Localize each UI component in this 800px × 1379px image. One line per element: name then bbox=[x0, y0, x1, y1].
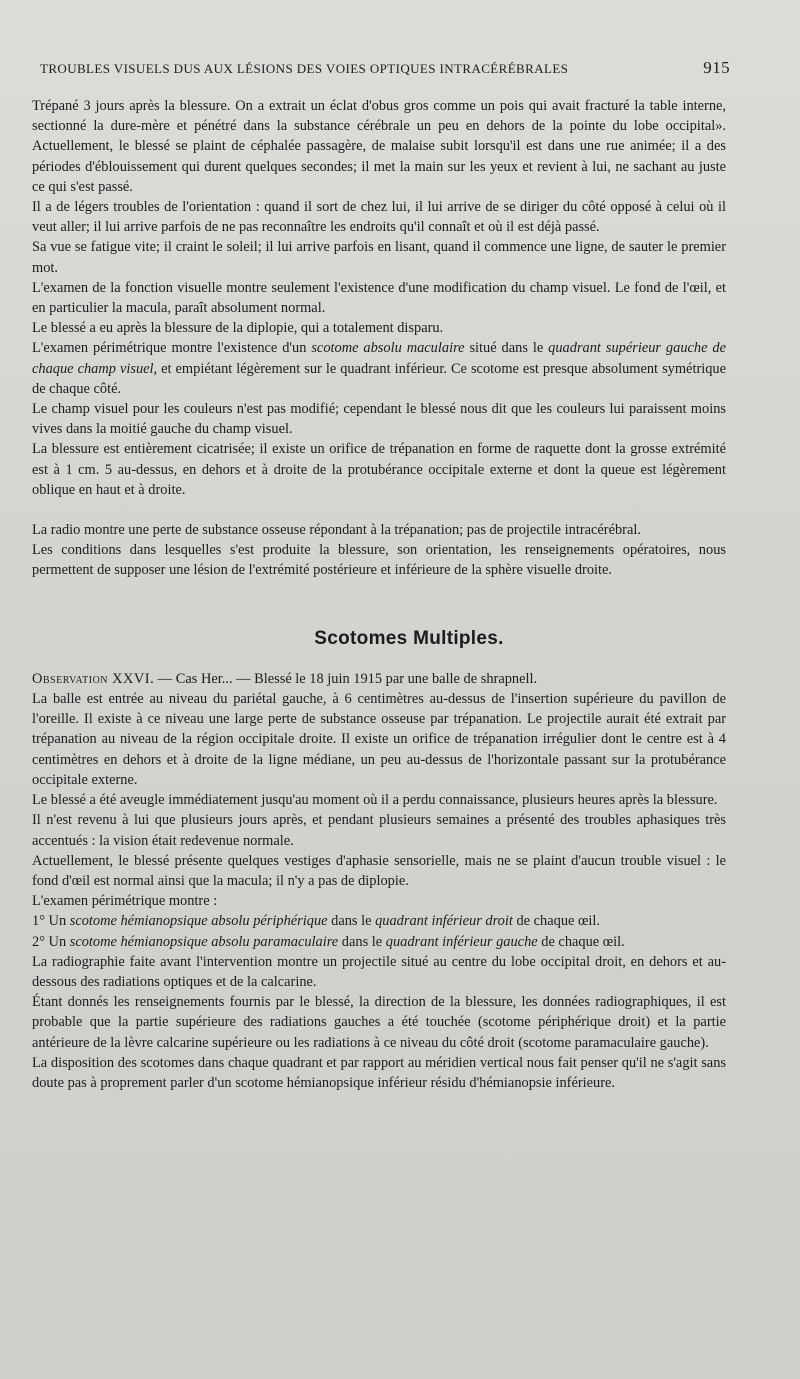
paragraph bbox=[32, 338, 726, 399]
paragraph: La balle est entrée au niveau du pariétal gauche, à 6 centimètres au-dessus de l'insertion supérieure du pavillon de l'oreille. Il existe à ce niveau une large perte de substance osseuse par trépanation. Le projectile aurait été extrait par trépanation au niveau de la région occipitale droite. Il existe un orifice de trépanation irrégulier dont le centre est à 4 centimètres en dehors et à droite de la ligne médiane, un peu au-dessus de l'horizontale passant sur la protubérance occipitale externe. bbox=[32, 691, 726, 788]
text-run: de chaque œil. bbox=[512, 913, 600, 930]
paragraph: Les conditions dans lesquelles s'est produite la blessure, son orientation, les renseignements opératoires, nous permettent de supposer une lésion de l'extrémité postérieure et inférieure de la sphère visuelle droite. bbox=[32, 542, 726, 579]
paragraph: Le champ visuel pour les couleurs n'est pas modifié; cependant le blessé nous dit que les couleurs lui paraissent moins vives dans la moitié gauche du champ visuel. bbox=[32, 401, 726, 438]
text-run: 2° Un bbox=[32, 933, 70, 950]
page-number: 915 bbox=[703, 58, 730, 77]
text-run: dans le bbox=[338, 933, 386, 950]
section-heading: Scotomes Multiples. bbox=[314, 627, 504, 649]
running-title: TROUBLES VISUELS DUS AUX LÉSIONS DES VOIES OPTIQUES INTRACÉRÉBRALES bbox=[40, 61, 569, 76]
paragraph: Le blessé a été aveugle immédiatement jusqu'au moment où il a perdu connaissance, plusieurs heures après la blessure. bbox=[32, 792, 718, 809]
text-run: L'examen périmétrique montre l'existence d'un bbox=[32, 340, 312, 357]
italic-term: quadrant inférieur droit bbox=[375, 913, 513, 930]
italic-term: scotome hémianopsique absolu paramaculaire bbox=[69, 933, 339, 950]
paragraph: Sa vue se fatigue vite; il craint le soleil; il lui arrive parfois en lisant, quand il commence une ligne, de sauter le premier mot. bbox=[32, 239, 726, 276]
text-run: situé dans le bbox=[464, 340, 549, 357]
paragraph: Il a de légers troubles de l'orientation : quand il sort de chez lui, il lui arrive de se diriger du côté opposé à celui où il veut aller; il lui arrive parfois de ne pas reconnaître les endroits qu'il connaît et où il est déjà passé. bbox=[32, 199, 726, 236]
paragraph: La disposition des scotomes dans chaque quadrant et par rapport au méridien vertical nous fait penser qu'il ne s'agit sans doute pas à proprement parler d'un scotome hémianopsique inférieur résidu d'hémianopsie inférieure. bbox=[32, 1054, 726, 1091]
text-run: de chaque œil. bbox=[537, 933, 625, 950]
italic-term: quadrant inférieur gauche bbox=[385, 933, 538, 950]
paragraph: La blessure est entièrement cicatrisée; il existe un orifice de trépanation en forme de raquette dont la grosse extrémité est à 1 cm. 5 au-dessus, en dehors et à droite de la protubérance occipitale externe et dont la queue est légèrement oblique en haut et à droite. bbox=[32, 441, 726, 498]
italic-term: scotome hémianopsique absolu périphérique bbox=[69, 913, 328, 930]
paragraph: La radio montre une perte de substance osseuse répondant à la trépanation; pas de projectile intracérébral. bbox=[32, 522, 641, 539]
list-item bbox=[32, 932, 726, 952]
italic-term: scotome absolu maculaire bbox=[311, 340, 465, 357]
spacer bbox=[32, 500, 726, 520]
text-run: 1° Un bbox=[32, 913, 70, 930]
list-item bbox=[32, 911, 726, 931]
italic-term: quadrant supérieur gauche de chaque champ visuel bbox=[32, 340, 726, 377]
paragraph: Il n'est revenu à lui que plusieurs jours après, et pendant plusieurs semaines a présenté des troubles aphasiques très accentués : la vision était redevenue normale. bbox=[32, 812, 726, 849]
text-run: dans le bbox=[327, 913, 376, 930]
paragraph: Trépané 3 jours après la blessure. On a extrait un éclat d'obus gros comme un pois qui avait fracturé la table interne, sectionné la dure-mère et pénétré dans la substance cérébrale un peu en dehors de la pointe du lobe occipital». Actuellement, le blessé se plaint de céphalée passagère, de malaise subit lorsqu'il est dans une rue animée; il a des périodes d'éblouissement qui durent quelques secondes; il met la main sur les yeux et revient à lui, ne sachant au juste ce qui s'est passé. bbox=[32, 98, 726, 195]
spacer bbox=[32, 649, 726, 669]
paragraph: Étant donnés les renseignements fournis par le blessé, la direction de la blessure, les données radiographiques, il est probable que la partie supérieure des radiations gauches a été touchée (scotome périphérique droit) et la partie antérieure de la lèvre calcarine supérieure ou les radiations à ce niveau du côté droit (scotome paramaculaire gauche). bbox=[32, 994, 726, 1051]
page-body bbox=[32, 96, 726, 1093]
observation-text: — Cas Her... — Blessé le 18 juin 1915 par une balle de shrapnell. bbox=[154, 670, 538, 687]
observation-label: Observation XXVI. bbox=[32, 670, 155, 687]
text-run: , et empiétant légèrement sur le quadrant inférieur. Ce scotome est presque absolument symétrique de chaque côté. bbox=[32, 360, 727, 397]
paragraph: L'examen de la fonction visuelle montre seulement l'existence d'une modification du champ visuel. Le fond de l'œil, et en particulier la macula, paraît absolument normal. bbox=[32, 279, 726, 317]
spacer bbox=[32, 581, 726, 629]
observation-heading bbox=[32, 669, 726, 689]
running-header bbox=[40, 58, 730, 78]
paragraph: Actuellement, le blessé présente quelques vestiges d'aphasie sensorielle, mais ne se plaint d'aucun trouble visuel : le fond d'œil est normal ainsi que la macula; il n'y a pas de diplopie. bbox=[32, 852, 726, 889]
paragraph: Le blessé a eu après la blessure de la diplopie, qui a totalement disparu. bbox=[32, 320, 444, 337]
paragraph: La radiographie faite avant l'intervention montre un projectile situé au centre du lobe occipital droit, en dehors et au-dessous des radiations optiques et de la calcarine. bbox=[32, 953, 726, 990]
paragraph: L'examen périmétrique montre : bbox=[32, 893, 218, 910]
